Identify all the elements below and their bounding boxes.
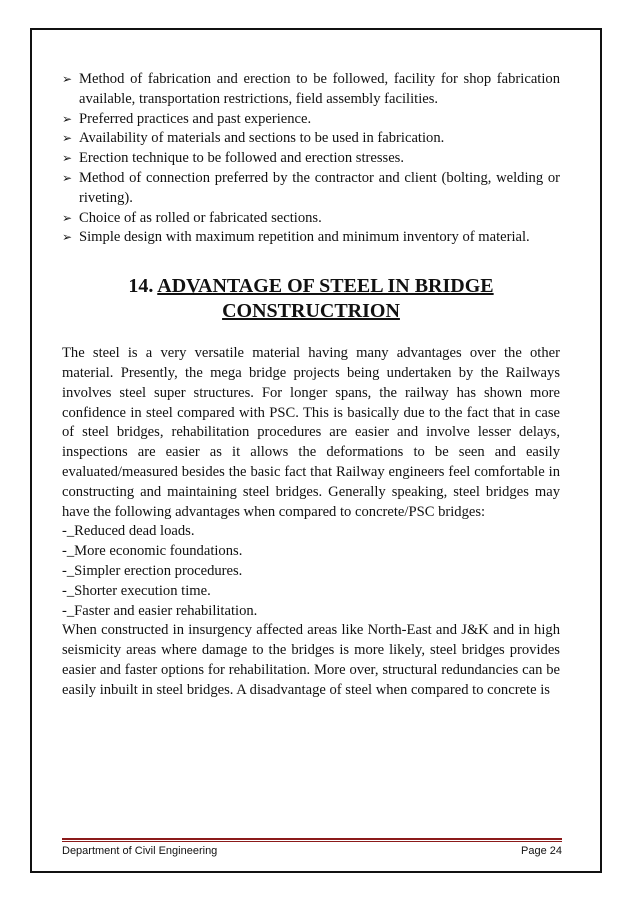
intro-paragraph: The steel is a very versatile material having many advantages over the other material. Presently, the mega bridge projects being undertaken by the Railways involves steel super structures. For longer spans, the railway has shown more confidence in steel compared with PSC. This is basically due to the fact that in case of steel bridges, rehabilitation procedures are easier and involve lesser delays, inspections are easier as it allows the deformations to be seen and easily evaluated/measured besides the basic fact that Railway engineers feel comfortable in constructing and maintaining steel bridges. Generally speaking, steel bridges may have the following advantages when compared to concrete/PSC bridges: — [62, 345, 560, 520]
bullet-item — [62, 110, 560, 130]
footer-page-number: Page 24 — [521, 845, 562, 857]
advantages-list — [62, 522, 560, 621]
bullet-text: Availability of materials and sections to be used in fabrication. — [79, 130, 445, 147]
section-title-line2: CONSTRUCTRION — [222, 300, 400, 323]
arrow-bullet-icon: ➢ — [62, 111, 73, 126]
footer-rule-thin — [62, 841, 562, 842]
footer-department: Department of Civil Engineering — [62, 845, 218, 857]
advantage-item: -_Shorter execution time. — [62, 582, 211, 599]
bullet-item — [62, 169, 560, 209]
bullet-text: Choice of as rolled or fabricated sections. — [79, 209, 322, 226]
footer-rule — [62, 838, 562, 840]
bullet-list — [62, 70, 560, 248]
section-title-line1: ADVANTAGE OF STEEL IN BRIDGE — [157, 275, 494, 298]
section-heading — [62, 274, 560, 324]
advantage-item: -_Simpler erection procedures. — [62, 562, 243, 579]
bullet-text: Simple design with maximum repetition and minimum inventory of material. — [79, 229, 530, 246]
arrow-bullet-icon: ➢ — [62, 72, 73, 86]
arrow-bullet-icon: ➢ — [62, 131, 73, 146]
arrow-bullet-icon: ➢ — [62, 170, 73, 185]
arrow-bullet-icon: ➢ — [62, 151, 73, 166]
bullet-text: Erection technique to be followed and erection stresses. — [79, 150, 405, 167]
arrow-bullet-icon: ➢ — [62, 230, 73, 245]
closing-paragraph: When constructed in insurgency affected areas like North-East and J&K and in high seismicity areas where damage to the bridges is more likely, steel bridges provides easier and faster options for rehabilitation. More over, structural redundancies can be easily inbuilt in steel bridges. A disadvantage of steel when compared to concrete is — [62, 622, 560, 698]
bullet-item — [62, 149, 560, 169]
bullet-item — [62, 70, 560, 110]
section-number: 14. — [128, 275, 154, 298]
arrow-bullet-icon: ➢ — [62, 210, 73, 225]
bullet-text: Method of fabrication and erection to be followed, facility for shop fabrication available, transportation restrictions, field assembly facilities. — [79, 71, 560, 107]
bullet-text: Preferred practices and past experience. — [79, 110, 312, 127]
advantage-item: -_More economic foundations. — [62, 543, 243, 560]
bullet-item — [62, 228, 560, 248]
bullet-item — [62, 129, 560, 149]
bullet-text: Method of connection preferred by the contractor and client (bolting, welding or riveting). — [79, 169, 560, 206]
bullet-item — [62, 209, 560, 229]
advantage-item: -_Reduced dead loads. — [62, 523, 195, 540]
page-content — [62, 70, 560, 701]
advantage-item: -_Faster and easier rehabilitation. — [62, 602, 258, 619]
